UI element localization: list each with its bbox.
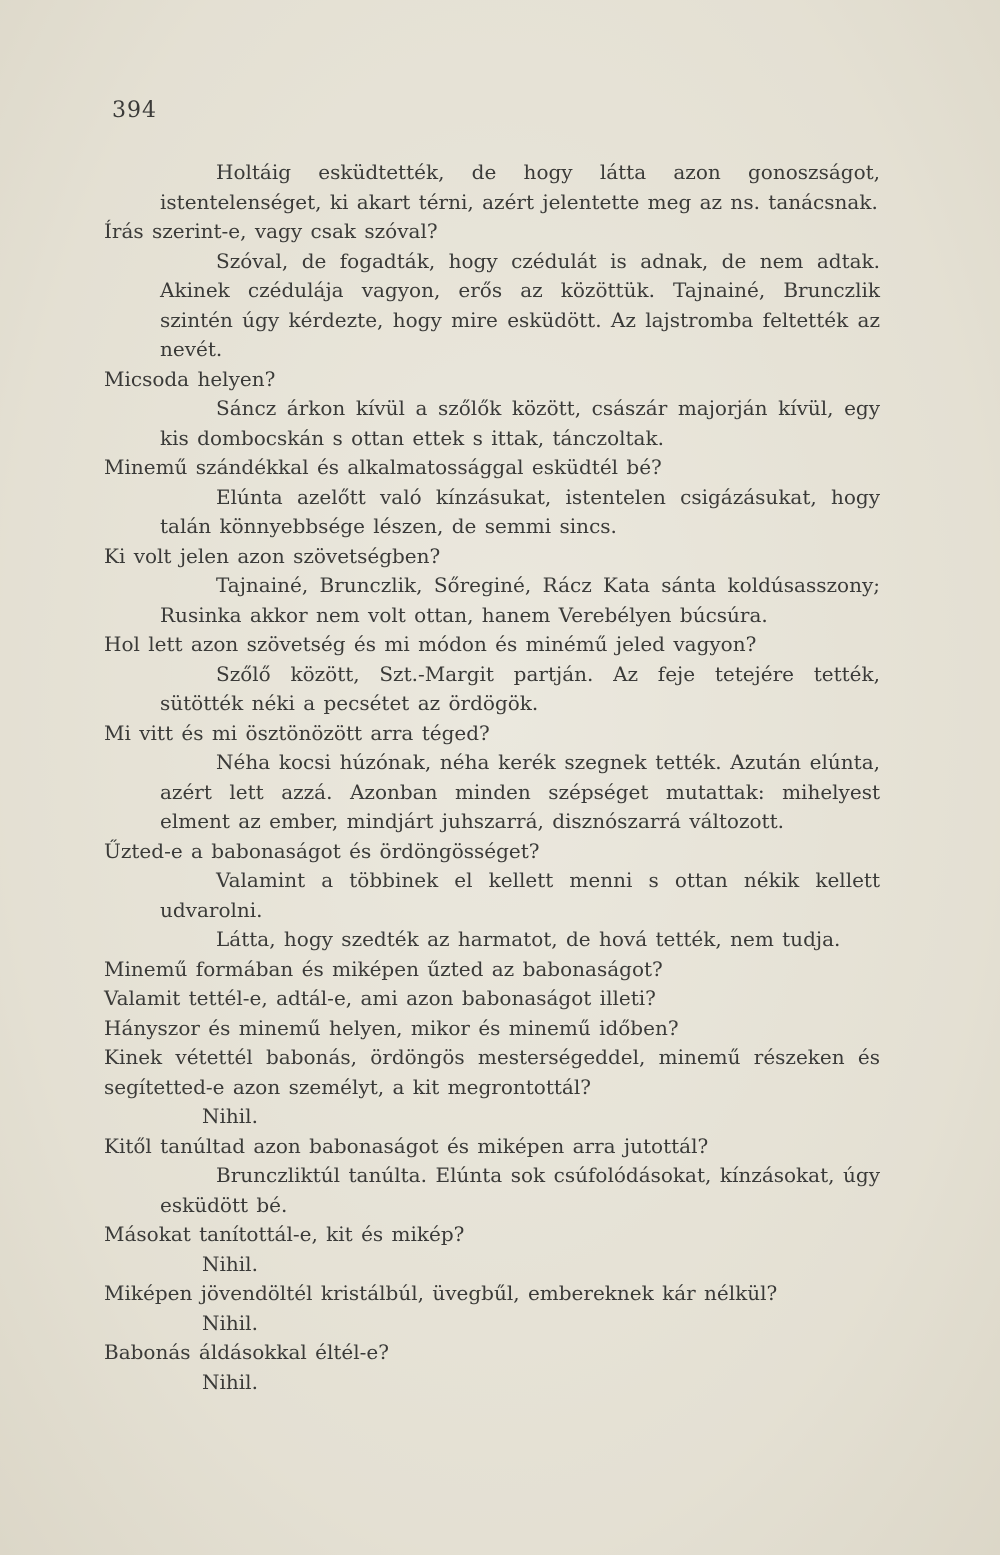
short-answer-line: Nihil. — [202, 1251, 258, 1276]
answer-paragraph: Brunczliktúl tanúlta. Elúnta sok csúfolódásokat, kínzásokat, úgy esküdött bé. — [160, 1163, 880, 1217]
body-text — [88, 158, 880, 1397]
answer-paragraph: Szóval, de fogadták, hogy czédulát is adnak, de nem adtak. Akinek czédulája vagyon, erős az közöttük. Tajnainé, Brunczlik szintén úgy kérdezte, hogy mire esküdött. Az lajstromba feltették az nevét. — [160, 248, 880, 361]
question-line: Minemű szándékkal és alkalmatossággal esküdtél bé? — [104, 455, 662, 479]
question-line: Írás szerint-e, vagy csak szóval? — [104, 219, 438, 243]
answer-paragraph: Sáncz árkon kívül a szőlők között, császár majorján kívül, egy kis dombocskán s ottan ettek s ittak, tánczoltak. — [160, 396, 880, 450]
answer-paragraph: Holtáig esküdtették, de hogy látta azon gonoszságot, istentelenséget, ki akart térni, azért jelentette meg az ns. tanácsnak. — [160, 160, 880, 214]
short-answer-line: Nihil. — [202, 1310, 258, 1335]
page-number: 394 — [112, 98, 157, 123]
question-line: Micsoda helyen? — [104, 366, 276, 391]
answer-paragraph: Szőlő között, Szt.-Margit partján. Az feje tetejére tették, sütötték néki a pecsétet az ördögök. — [160, 661, 880, 715]
question-line: Mi vitt és mi ösztönözött arra téged? — [104, 720, 490, 745]
question-line: Valamit tettél-e, adtál-e, ami azon babonaságot illeti? — [104, 986, 656, 1010]
short-answer-line: Nihil. — [202, 1369, 258, 1394]
question-line: Másokat tanítottál-e, kit és mikép? — [104, 1222, 465, 1246]
short-answer-line: Nihil. — [202, 1104, 258, 1128]
answer-paragraph: Néha kocsi húzónak, néha kerék szegnek tették. Azután elúnta, azért lett azzá. Azonban minden szépséget mutattak: mihelyest elment az ember, mindjárt juhszarrá, disznószarrá változott. — [160, 750, 880, 833]
answer-paragraph: Elúnta azelőtt való kínzásukat, istentelen csigázásukat, hogy talán könnyebbsége lészen, de semmi sincs. — [160, 484, 880, 538]
question-line: Miképen jövendöltél kristálbúl, üvegbűl, embereknek kár nélkül? — [104, 1281, 778, 1305]
question-line: Hol lett azon szövetség és mi módon és minémű jeled vagyon? — [104, 632, 757, 656]
question-line: Ki volt jelen azon szövetségben? — [104, 543, 441, 568]
question-line: Babonás áldásokkal éltél-e? — [104, 1340, 389, 1364]
answer-paragraph: Tajnainé, Brunczlik, Sőreginé, Rácz Kata sánta koldúsasszony; Rusinka akkor nem volt ottan, hanem Verebélyen búcsúra. — [160, 573, 880, 627]
answer-paragraph: Látta, hogy szedték az harmatot, de hová tették, nem tudja. — [216, 927, 841, 951]
question-line: Minemű formában és miképen űzted az babonaságot? — [104, 956, 663, 981]
answer-paragraph: Valamint a többinek el kellett menni s ottan nékik kellett udvarolni. — [160, 868, 880, 922]
question-line: Kinek vétettél babonás, ördöngös mesterségeddel, minemű részeken és segítetted-e azon személyt, a kit megrontottál? — [104, 1045, 880, 1099]
question-line: Kitől tanúltad azon babonaságot és miképen arra jutottál? — [104, 1133, 709, 1158]
question-line: Űzted-e a babonaságot és ördöngösséget? — [104, 838, 540, 863]
question-line: Hányszor és minemű helyen, mikor és minemű időben? — [104, 1015, 679, 1040]
